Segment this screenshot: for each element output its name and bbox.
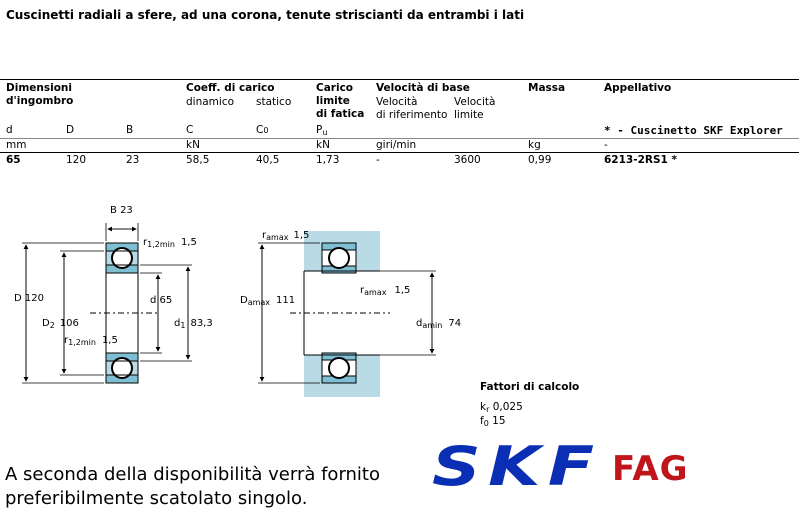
skf-logo: SKF bbox=[432, 435, 602, 498]
header-velocita-rif-1: Velocità bbox=[376, 96, 418, 108]
header-velocita-rif-2: di riferimento bbox=[376, 109, 448, 121]
label-d: d 65 bbox=[150, 295, 173, 306]
header-massa: Massa bbox=[528, 82, 566, 94]
unit-mm: mm bbox=[6, 139, 27, 151]
footer-line-1: A seconda della disponibilità verrà fornito bbox=[5, 464, 381, 485]
factor-kr: kr 0,025 bbox=[480, 401, 523, 414]
label-d1: $d_1$ 83,3 bbox=[174, 318, 213, 330]
unit-kn-1: kN bbox=[186, 139, 200, 151]
symbol-C0: C0 bbox=[256, 124, 269, 136]
drawing1-labels bbox=[14, 205, 213, 347]
page-title: Cuscinetti radiali a sfere, ad una corona, tenute striscianti da entrambi i lati bbox=[6, 8, 525, 22]
unit-rpm: giri/min bbox=[376, 139, 417, 151]
header-velocita-lim-2: limite bbox=[454, 109, 484, 121]
header-carico-3: di fatica bbox=[316, 108, 365, 120]
header-velocita-lim-1: Velocità bbox=[454, 96, 496, 108]
label-ra-mid: $r_{amax}$ 1,5 bbox=[360, 285, 411, 297]
row-d: 65 bbox=[6, 154, 21, 166]
abutment-drawing bbox=[258, 231, 436, 397]
header-appellativo: Appellativo bbox=[604, 82, 672, 94]
row-designation: 6213-2RS1 * bbox=[604, 154, 677, 166]
label-B: B 23 bbox=[110, 205, 133, 216]
footer-line-2: preferibilmente scatolato singolo. bbox=[5, 488, 308, 509]
unit-dash: - bbox=[604, 139, 608, 151]
row-lim-speed: 3600 bbox=[454, 154, 481, 166]
unit-kg: kg bbox=[528, 139, 541, 151]
header-dinamico: dinamico bbox=[186, 96, 235, 108]
header-dimensioni-1: Dimensioni bbox=[6, 82, 72, 94]
header-carico-1: Carico bbox=[316, 82, 354, 94]
factor-f0: f0 15 bbox=[480, 415, 506, 428]
symbol-Pu: Pu bbox=[316, 124, 328, 137]
row-Pu: 1,73 bbox=[316, 154, 340, 166]
symbol-B: B bbox=[126, 124, 134, 136]
header-coeff: Coeff. di carico bbox=[186, 82, 275, 94]
table-unit-rule bbox=[0, 152, 799, 153]
header-statico: statico bbox=[256, 96, 292, 108]
symbol-D: D bbox=[66, 124, 75, 136]
fag-logo: FAG bbox=[612, 449, 689, 489]
label-r12-top: $r_{1,2min}$ 1,5 bbox=[143, 237, 197, 249]
header-carico-2: limite bbox=[316, 95, 350, 107]
bearing-drawings bbox=[0, 195, 480, 410]
label-r12-bot: $r_{1,2min}$ 1,5 bbox=[64, 335, 118, 347]
row-C: 58,5 bbox=[186, 154, 210, 166]
symbol-C: C bbox=[186, 124, 194, 136]
row-D: 120 bbox=[66, 154, 87, 166]
label-Da: $D_{amax}$ 111 bbox=[240, 295, 296, 307]
row-C0: 40,5 bbox=[256, 154, 280, 166]
row-mass: 0,99 bbox=[528, 154, 552, 166]
unit-kn-2: kN bbox=[316, 139, 330, 151]
label-D: D 120 bbox=[14, 293, 44, 304]
symbol-d: d bbox=[6, 124, 13, 136]
label-ra-top: $r_{amax}$ 1,5 bbox=[262, 230, 310, 242]
table-top-rule bbox=[0, 79, 799, 80]
header-dimensioni-2: d'ingombro bbox=[6, 95, 74, 107]
row-ref-speed: - bbox=[376, 154, 380, 166]
header-velocita-base: Velocità di base bbox=[376, 82, 470, 94]
factors-heading: Fattori di calcolo bbox=[480, 381, 580, 393]
label-D2: $D_2$ 106 bbox=[42, 318, 79, 330]
label-da: $d_{amin}$ 74 bbox=[416, 318, 462, 330]
explorer-note: * - Cuscinetto SKF Explorer bbox=[604, 124, 783, 137]
row-B: 23 bbox=[126, 154, 140, 166]
